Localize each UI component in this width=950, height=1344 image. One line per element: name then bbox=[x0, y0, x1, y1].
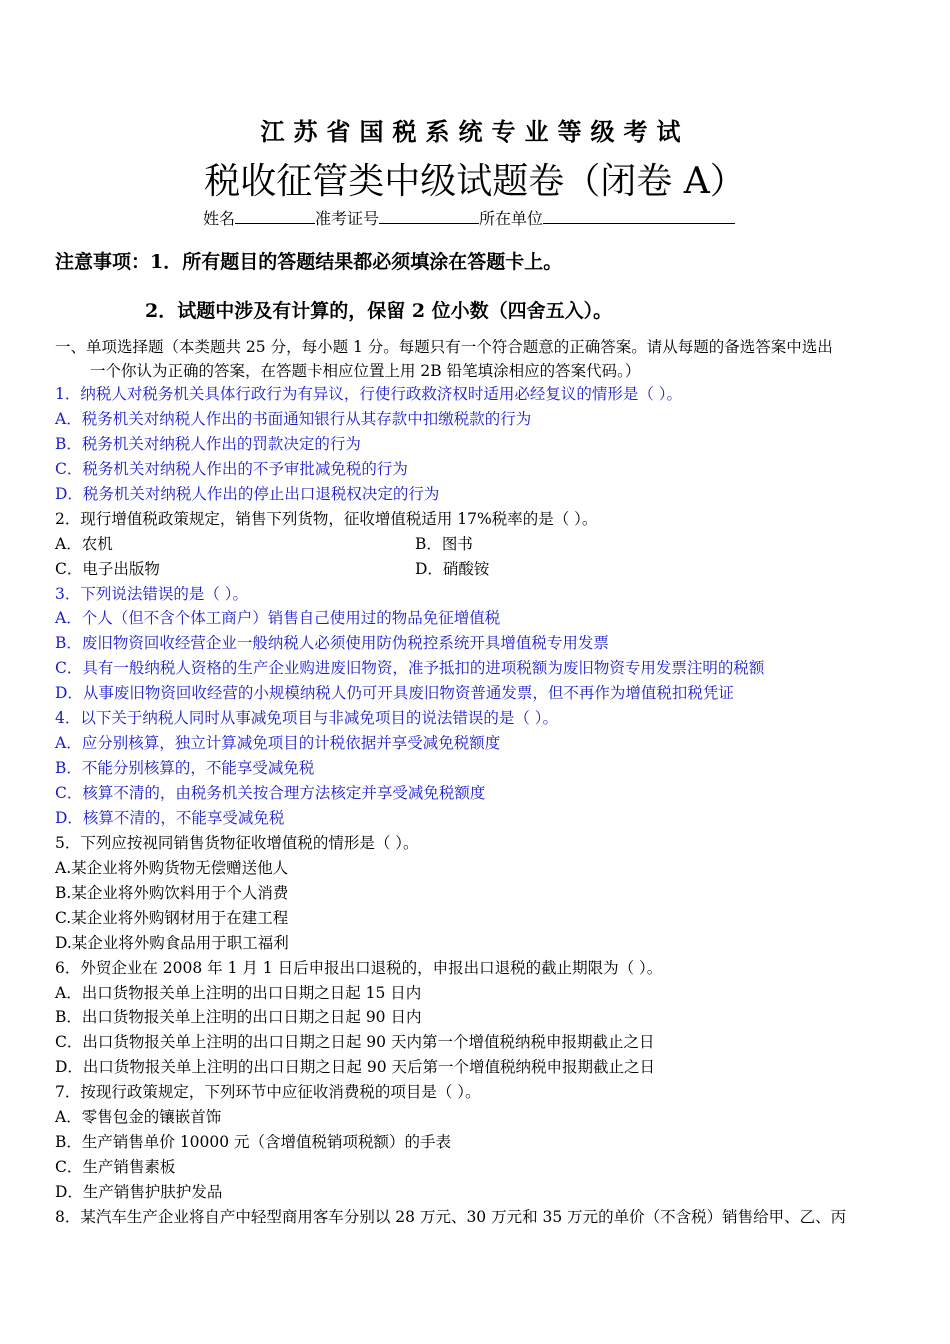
option-a: A．农机 bbox=[55, 534, 113, 553]
option-a: A．个人（但不含个体工商户）销售自己使用过的物品免征增值税 bbox=[55, 609, 501, 628]
option-d: D.某企业将外购食品用于职工福利 bbox=[55, 933, 289, 952]
option-b: B．废旧物资回收经营企业一般纳税人必须使用防伪税控系统开具增值税专用发票 bbox=[55, 634, 609, 653]
option-row bbox=[55, 532, 915, 557]
option-c: C．税务机关对纳税人作出的不予审批减免税的行为 bbox=[55, 459, 408, 478]
option-c: C．电子出版物 bbox=[55, 559, 160, 578]
option-c: C．核算不清的，由税务机关按合理方法核定并享受减免税额度 bbox=[55, 784, 486, 802]
question-3 bbox=[55, 582, 915, 707]
question-stem: 1．纳税人对税务机关具体行政行为有异议，行使行政救济权时适用必经复议的情形是（ ）。 bbox=[55, 385, 683, 403]
question-stem: 3．下列说法错误的是（ ）。 bbox=[55, 584, 249, 603]
name-blank[interactable] bbox=[235, 208, 315, 224]
note-2: 2．试题中涉及有计算的，保留 2 位小数（四舍五入）。 bbox=[145, 300, 613, 322]
exam-title-line2: 税收征管类中级试题卷（闭卷 A） bbox=[204, 161, 746, 202]
question-2 bbox=[55, 507, 915, 582]
option-a: A．应分别核算，独立计算减免项目的计税依据并享受减免税额度 bbox=[55, 734, 501, 753]
option-b: B．出口货物报关单上注明的出口日期之日起 90 日内 bbox=[55, 1008, 422, 1027]
name-label: 姓名 bbox=[203, 209, 236, 228]
option-a: A．出口货物报关单上注明的出口日期之日起 15 日内 bbox=[55, 983, 422, 1002]
question-4 bbox=[55, 706, 915, 831]
option-b: B.某企业将外购饮料用于个人消费 bbox=[55, 883, 289, 902]
question-8 bbox=[55, 1205, 915, 1230]
option-b: B．税务机关对纳税人作出的罚款决定的行为 bbox=[55, 434, 361, 453]
option-d: D．核算不清的，不能享受减免税 bbox=[55, 808, 285, 827]
exam-no-label: 准考证号 bbox=[315, 209, 380, 228]
exam-no-blank[interactable] bbox=[379, 208, 479, 224]
exam-title-line1: 江苏省国税系统专业等级考试 bbox=[260, 117, 690, 146]
option-a: A．税务机关对纳税人作出的书面通知银行从其存款中扣缴税款的行为 bbox=[55, 409, 532, 428]
section1-intro-line1: 一、单项选择题（本类题共 25 分，每小题 1 分。每题只有一个符合题意的正确答案。请从每题的备选答案中选出 bbox=[55, 338, 833, 356]
option-b: B．图书 bbox=[415, 534, 473, 553]
option-c: C.某企业将外购钢材用于在建工程 bbox=[55, 908, 289, 927]
option-d: D．税务机关对纳税人作出的停止出口退税权决定的行为 bbox=[55, 484, 440, 503]
option-row bbox=[55, 557, 915, 582]
section1-intro bbox=[55, 335, 905, 383]
option-b: B．不能分别核算的，不能享受减免税 bbox=[55, 759, 315, 778]
unit-blank[interactable] bbox=[543, 208, 735, 224]
option-d: D．硝酸铵 bbox=[415, 559, 490, 578]
question-7 bbox=[55, 1080, 915, 1205]
question-stem: 6．外贸企业在 2008 年 1 月 1 日后申报出口退税的，申报出口退税的截止期限为（ ）。 bbox=[55, 958, 663, 977]
section1-intro-line2: 一个你认为正确的答案，在答题卡相应位置上用 2B 铅笔填涂相应的答案代码。） bbox=[90, 362, 641, 380]
question-list bbox=[55, 382, 915, 1230]
question-stem: 5．下列应按视同销售货物征收增值税的情形是（ ）。 bbox=[55, 833, 419, 852]
option-c: C．出口货物报关单上注明的出口日期之日起 90 天内第一个增值税纳税申报期截止之日 bbox=[55, 1033, 655, 1052]
option-c: C．具有一般纳税人资格的生产企业购进废旧物资，准予抵扣的进项税额为废旧物资专用发票注明的税额 bbox=[55, 659, 765, 678]
question-stem: 8．某汽车生产企业将自产中轻型商用客车分别以 28 万元、30 万元和 35 万元的单价（不含税）销售给甲、乙、丙 bbox=[55, 1207, 847, 1226]
question-stem: 4．以下关于纳税人同时从事减免项目与非减免项目的说法错误的是（ ）。 bbox=[55, 709, 559, 728]
candidate-info bbox=[203, 206, 735, 229]
question-stem: 2．现行增值税政策规定，销售下列货物，征收增值税适用 17%税率的是（ ）。 bbox=[55, 509, 598, 528]
option-c: C．生产销售素板 bbox=[55, 1158, 176, 1177]
option-d: D．出口货物报关单上注明的出口日期之日起 90 天后第一个增值税纳税申报期截止之日 bbox=[55, 1058, 656, 1077]
question-5 bbox=[55, 831, 915, 956]
option-a: A.某企业将外购货物无偿赠送他人 bbox=[55, 858, 289, 877]
question-6 bbox=[55, 956, 915, 1081]
question-stem: 7．按现行政策规定，下列环节中应征收消费税的项目是（ ）。 bbox=[55, 1083, 481, 1102]
option-d: D．从事废旧物资回收经营的小规模纳税人仍可开具废旧物资普通发票，但不再作为增值税扣税凭证 bbox=[55, 684, 734, 703]
note-1: 注意事项：1．所有题目的答题结果都必须填涂在答题卡上。 bbox=[55, 251, 563, 273]
question-1 bbox=[55, 382, 915, 507]
option-b: B．生产销售单价 10000 元（含增值税销项税额）的手表 bbox=[55, 1133, 452, 1152]
option-a: A．零售包金的镶嵌首饰 bbox=[55, 1108, 222, 1127]
unit-label: 所在单位 bbox=[479, 209, 544, 228]
option-d: D．生产销售护肤护发品 bbox=[55, 1183, 223, 1201]
